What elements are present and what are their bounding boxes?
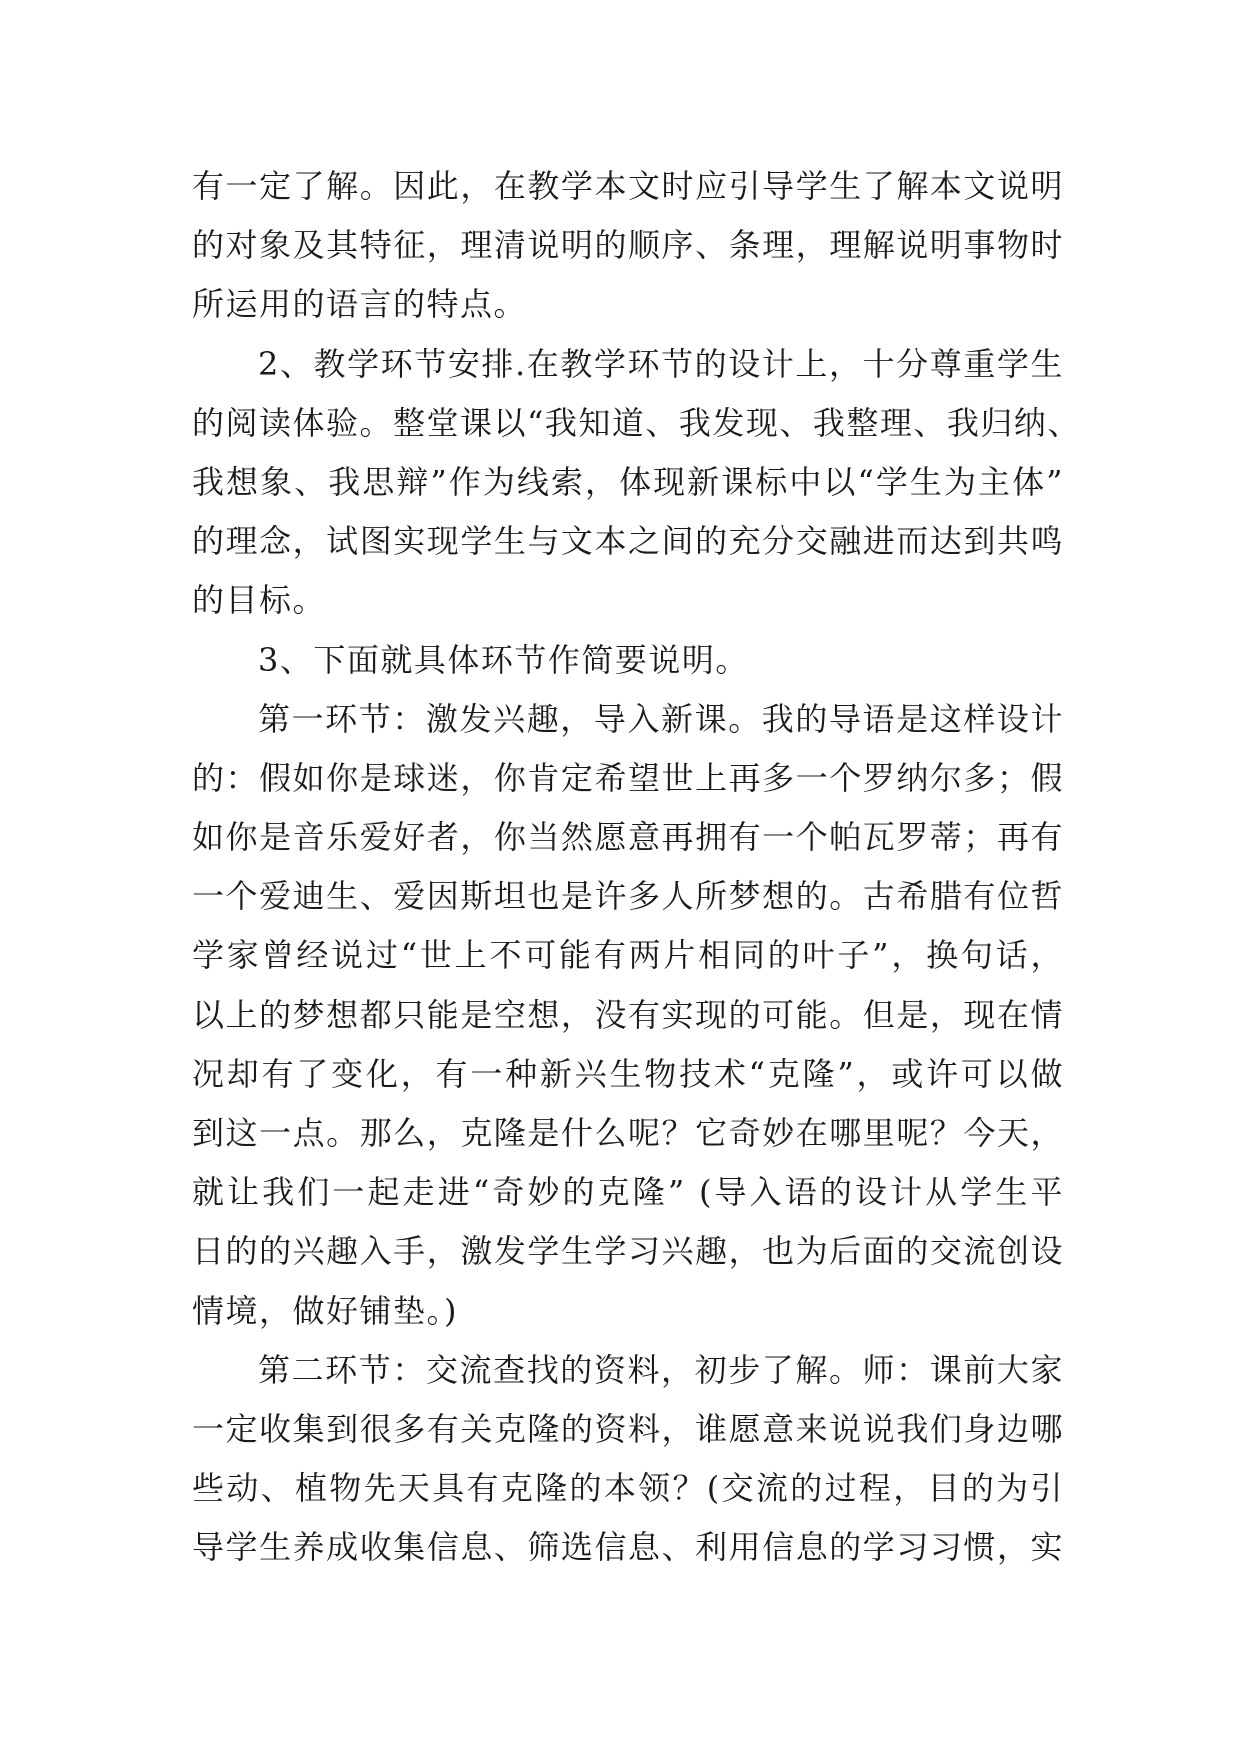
- text-line: 情境，做好铺垫。): [192, 1291, 458, 1330]
- text-line: 3、下面就具体环节作简要说明。: [258, 640, 749, 679]
- text-line: 所运用的语言的特点。: [192, 285, 528, 324]
- text-line: 我想象、我思辩”作为线索，体现新课标中以“学生为主体”: [192, 462, 1064, 501]
- text-line: 的理念，试图实现学生与文本之间的充分交融进而达到共鸣: [192, 522, 1064, 561]
- paragraph-section-2: [192, 335, 1081, 631]
- paragraph-step-1: [192, 690, 1064, 1341]
- text-line: 2、教学环节安排.在教学环节的设计上，十分尊重学生: [258, 344, 1064, 383]
- text-line: 日的的兴趣入手，激发学生学习兴趣，也为后面的交流创设: [192, 1232, 1064, 1271]
- text-line: 一定收集到很多有关克隆的资料，谁愿意来说说我们身边哪: [192, 1409, 1064, 1448]
- paragraph-step-2: [192, 1341, 1064, 1578]
- text-line: 就让我们一起走进“奇妙的克隆” (导入语的设计从学生平: [192, 1173, 1064, 1212]
- text-line: 况却有了变化，有一种新兴生物技术“克隆”，或许可以做: [192, 1054, 1064, 1093]
- text-line: 的对象及其特征，理清说明的顺序、条理，理解说明事物时: [192, 226, 1064, 265]
- text-line: 以上的梦想都只能是空想，没有实现的可能。但是，现在情: [192, 995, 1064, 1034]
- text-line: 第二环节：交流查找的资料，初步了解。师：课前大家: [258, 1350, 1064, 1389]
- text-line: 如你是音乐爱好者，你当然愿意再拥有一个帕瓦罗蒂；再有: [192, 818, 1064, 857]
- paragraph-intro-continued: [192, 157, 1064, 335]
- text-line: 导学生养成收集信息、筛选信息、利用信息的学习习惯，实: [192, 1528, 1064, 1567]
- document-page: [192, 157, 1081, 1578]
- text-line: 一个爱迪生、爱因斯坦也是许多人所梦想的。古希腊有位哲: [192, 877, 1064, 916]
- text-line: 的阅读体验。整堂课以“我知道、我发现、我整理、我归纳、: [192, 403, 1081, 442]
- text-line: 第一环节：激发兴趣，导入新课。我的导语是这样设计: [258, 699, 1064, 738]
- text-line: 的目标。: [192, 581, 327, 620]
- text-line: 些动、植物先天具有克隆的本领？(交流的过程，目的为引: [192, 1469, 1064, 1508]
- text-line: 学家曾经说过“世上不可能有两片相同的叶子”，换句话，: [192, 936, 1064, 975]
- text-line: 有一定了解。因此，在教学本文时应引导学生了解本文说明: [192, 167, 1064, 205]
- paragraph-section-3: [192, 631, 1064, 690]
- text-line: 的：假如你是球迷，你肯定希望世上再多一个罗纳尔多；假: [192, 758, 1064, 797]
- text-line: 到这一点。那么，克隆是什么呢？它奇妙在哪里呢？今天，: [192, 1114, 1064, 1152]
